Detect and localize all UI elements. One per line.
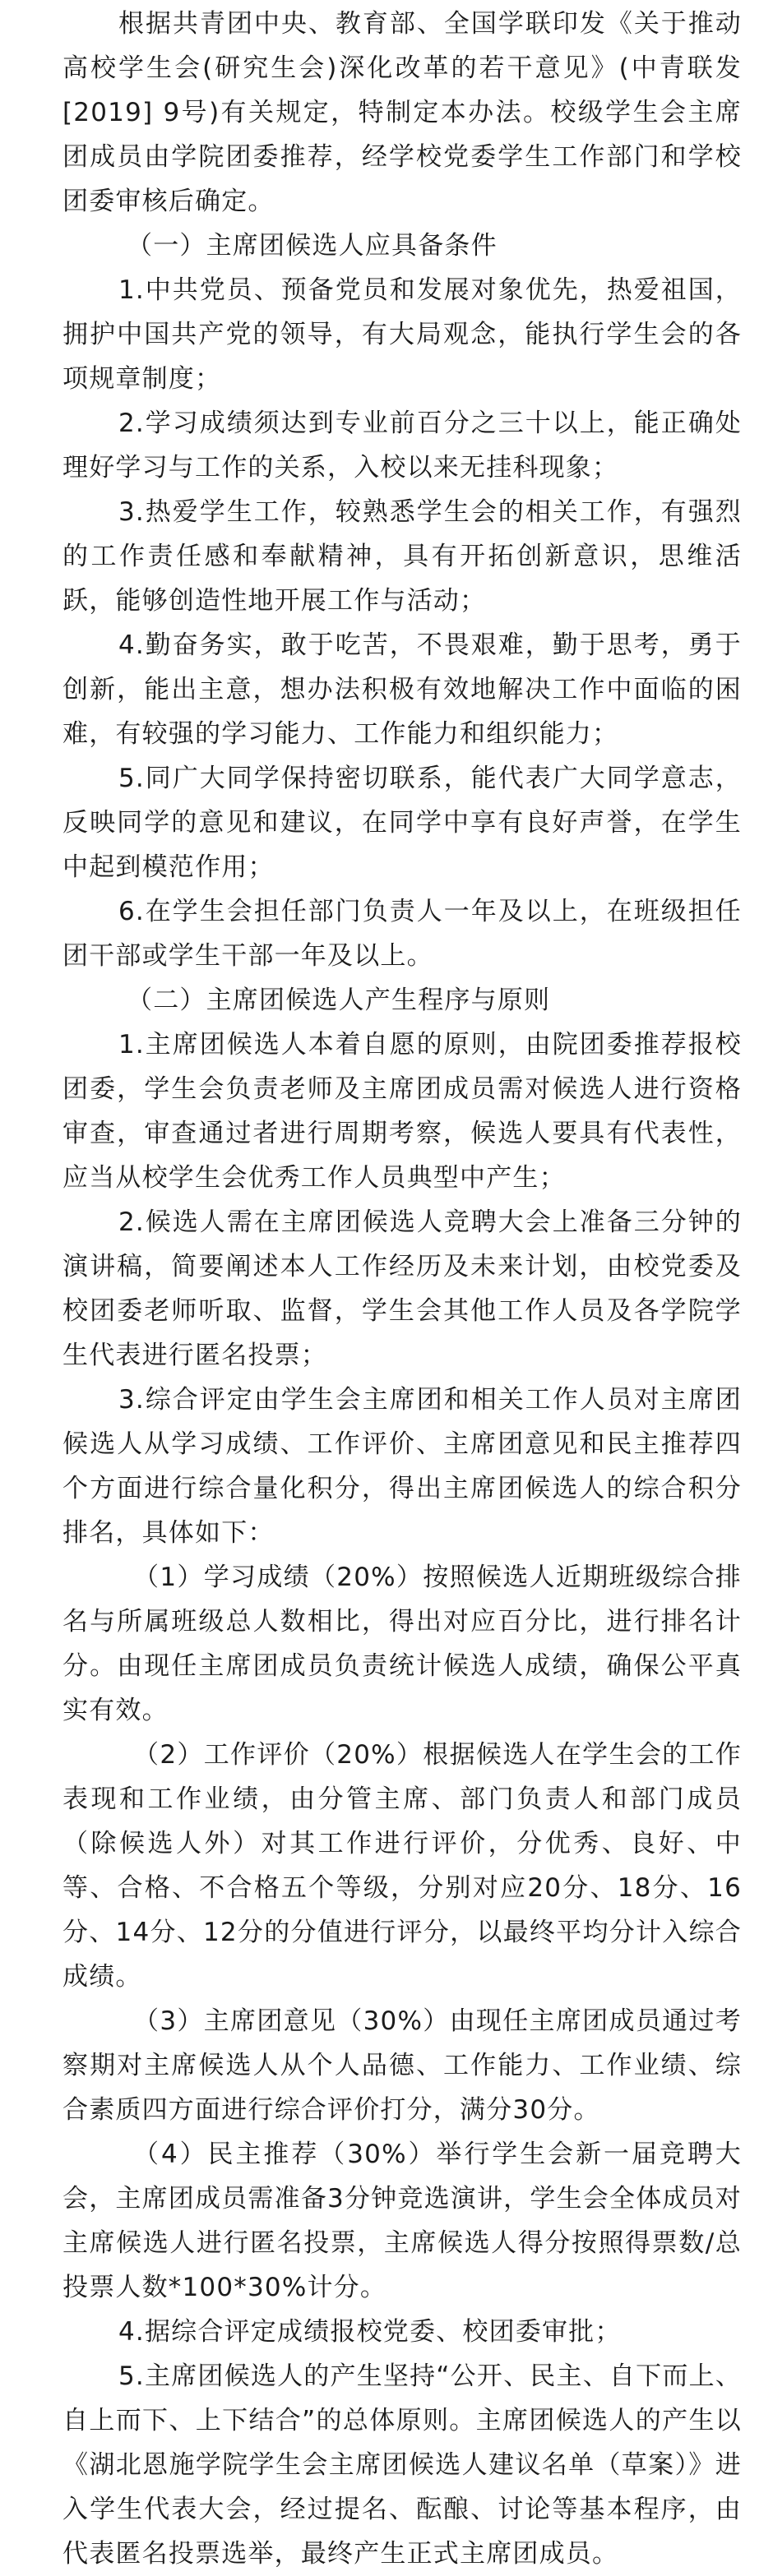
procedure-item-4: 4.据综合评定成绩报校党委、校团委审批；	[118, 2317, 622, 2347]
intro-paragraph: 根据共青团中央、教育部、全国学联印发《关于推动高校学生会(研究生会)深化改革的若干意见》(中青联发[2019] 9号)有关规定，特制定本办法。校级学生会主席团成员由学院团委推荐，经学校党委学生工作部门和学校团委审核后确定。	[62, 9, 742, 216]
procedure-item-1: 1.主席团候选人本着自愿的原则，由院团委推荐报校团委，学生会负责老师及主席团成员需对候选人进行资格审查，审查通过者进行周期考察，候选人要具有代表性，应当从校学生会优秀工作人员典型中产生；	[62, 1030, 742, 1193]
requirement-item-5: 5.同广大同学保持密切联系，能代表广大同学意志，反映同学的意见和建议，在同学中享有良好声誉，在学生中起到模范作用；	[62, 764, 742, 882]
procedure-item-5: 5.主席团候选人的产生坚持“公开、民主、自下而上、自上而下、上下结合”的总体原则。主席团候选人的产生以《湖北恩施学院学生会主席团候选人建议名单（草案）》进入学生代表大会，经过提名、酝酿、讨论等基本程序，由代表匿名投票选举，最终产生正式主席团成员。	[62, 2361, 742, 2569]
requirement-item-1: 1.中共党员、预备党员和发展对象优先，热爱祖国，拥护中国共产党的领导，有大局观念，能执行学生会的各项规章制度；	[62, 275, 742, 394]
requirement-item-6: 6.在学生会担任部门负责人一年及以上，在班级担任团干部或学生干部一年及以上。	[62, 897, 742, 971]
scoring-item-work-evaluation: （2）工作评价（20%）根据候选人在学生会的工作表现和工作业绩，由分管主席、部门负责人和部门成员（除候选人外）对其工作进行评价，分优秀、良好、中等、合格、不合格五个等级，分别对应20分、18分、16分、14分、12分的分值进行评分，以最终平均分计入综合成绩。	[62, 1740, 742, 1992]
requirement-item-2: 2.学习成绩须达到专业前百分之三十以上，能正确处理好学习与工作的关系，入校以来无挂科现象；	[62, 409, 742, 482]
scoring-item-presidium-opinion: （3）主席团意见（30%）由现任主席团成员通过考察期对主席候选人从个人品德、工作能力、工作业绩、综合素质四方面进行综合评价打分，满分30分。	[62, 2006, 742, 2125]
procedure-item-3: 3.综合评定由学生会主席团和相关工作人员对主席团候选人从学习成绩、工作评价、主席团意见和民主推荐四个方面进行综合量化积分，得出主席团候选人的综合积分排名，具体如下：	[62, 1385, 742, 1548]
section-heading-procedure: （二）主席团候选人产生程序与原则	[127, 986, 551, 1015]
section-heading-candidate-requirements: （一）主席团候选人应具备条件	[127, 231, 498, 261]
requirement-item-3: 3.热爱学生工作，较熟悉学生会的相关工作，有强烈的工作责任感和奉献精神，具有开拓创新意识，思维活跃，能够创造性地开展工作与活动；	[62, 497, 742, 616]
scoring-item-democratic-recommendation: （4）民主推荐（30%）举行学生会新一届竞聘大会，主席团成员需准备3分钟竞选演讲，学生会全体成员对主席候选人进行匿名投票，主席候选人得分按照得票数/总投票人数*100*30%计分。	[62, 2140, 742, 2302]
requirement-item-4: 4.勤奋务实，敢于吃苦，不畏艰难，勤于思考，勇于创新，能出主意，想办法积极有效地解决工作中面临的困难，有较强的学习能力、工作能力和组织能力；	[62, 630, 742, 749]
scoring-item-academic: （1）学习成绩（20%）按照候选人近期班级综合排名与所属班级总人数相比，得出对应百分比，进行排名计分。由现任主席团成员负责统计候选人成绩，确保公平真实有效。	[62, 1563, 742, 1725]
procedure-item-2: 2.候选人需在主席团候选人竞聘大会上准备三分钟的演讲稿，简要阐述本人工作经历及未来计划，由校党委及校团委老师听取、监督，学生会其他工作人员及各学院学生代表进行匿名投票；	[62, 1207, 742, 1370]
